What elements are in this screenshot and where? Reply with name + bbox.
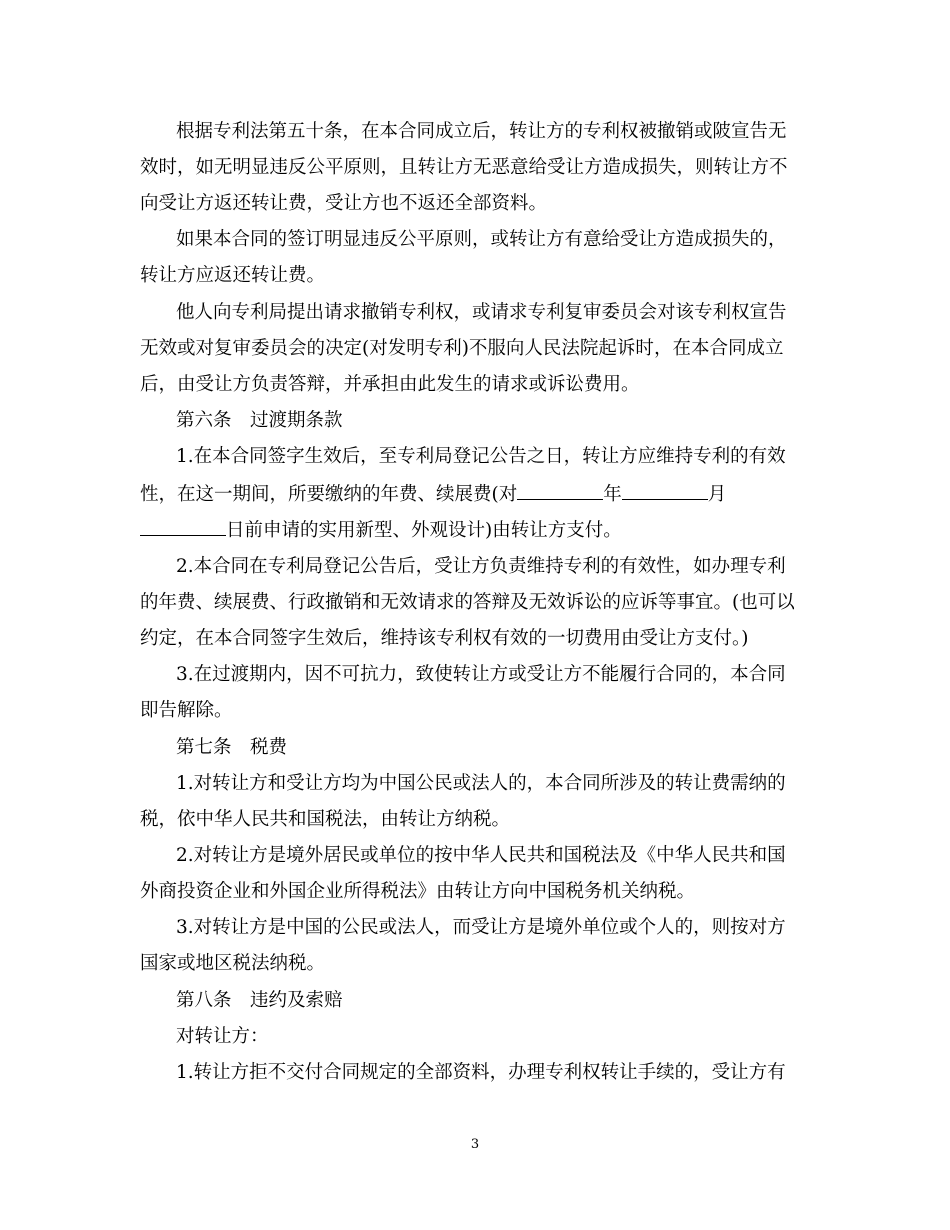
paragraph-line: 无效或对复审委员会的决定(对发明专利)不服向人民法院起诉时，在本合同成立	[140, 338, 784, 359]
paragraph-line: 约定，在本合同签字生效后，维持该专利权有效的一切费用由受让方支付。)	[140, 628, 749, 649]
paragraph-line: 转让方应返还转让费。	[140, 265, 326, 286]
fill-in-blank-year[interactable]	[517, 482, 603, 500]
paragraph-line: 国家或地区税法纳税。	[140, 953, 326, 974]
paragraph-line: 3.对转让方是中国的公民或法人，而受让方是境外单位或个人的，则按对方	[176, 917, 786, 938]
paragraph-line-with-blanks	[140, 518, 622, 542]
paragraph-line: 即告解除。	[140, 700, 233, 721]
paragraph-line-with-blanks	[140, 482, 726, 506]
paragraph-text: 日前申请的实用新型、外观设计)由转让方支付。	[226, 520, 622, 541]
year-label: 年	[603, 484, 622, 505]
fill-in-blank-day[interactable]	[140, 518, 226, 536]
paragraph-line: 如果本合同的签订明显违反公平原则，或转让方有意给受让方造成损失的，	[176, 229, 787, 250]
section-heading: 第六条 过渡期条款	[176, 410, 343, 431]
paragraph-text: 性，在这一期间，所要缴纳的年费、续展费(对	[140, 484, 518, 505]
paragraph-line: 外商投资企业和外国企业所得税法》由转让方向中国税务机关纳税。	[140, 881, 696, 902]
fill-in-blank-month[interactable]	[622, 482, 708, 500]
paragraph-line: 效时，如无明显违反公平原则，且转让方无恶意给受让方造成损失，则转让方不	[140, 157, 788, 178]
paragraph-line: 1.转让方拒不交付合同规定的全部资料，办理专利权转让手续的，受让方有	[176, 1062, 786, 1083]
paragraph-line: 2.对转让方是境外居民或单位的按中华人民共和国税法及《中华人民共和国	[176, 845, 786, 866]
paragraph-line: 对转让方：	[176, 1026, 269, 1047]
paragraph-line: 根据专利法第五十条，在本合同成立后，转让方的专利权被撤销或陂宣告无	[176, 121, 787, 142]
paragraph-line: 后，由受让方负责答辩，并承担由此发生的请求或诉讼费用。	[140, 374, 640, 395]
paragraph-line: 1.在本合同签字生效后，至专利局登记公告之日，转让方应维持专利的有效	[176, 446, 786, 467]
paragraph-line: 1.对转让方和受让方均为中国公民或法人的，本合同所涉及的转让费需纳的	[176, 773, 786, 794]
section-heading: 第七条 税费	[176, 737, 288, 758]
page-number: 3	[470, 1137, 480, 1152]
paragraph-line: 向受让方返还转让费，受让方也不返还全部资料。	[140, 193, 548, 214]
paragraph-line: 税，依中华人民共和国税法，由转让方纳税。	[140, 809, 511, 830]
paragraph-line: 的年费、续展费、行政撤销和无效请求的答辩及无效诉讼的应诉等事宜。(也可以	[140, 592, 795, 613]
paragraph-line: 2.本合同在专利局登记公告后，受让方负责维持专利的有效性，如办理专利	[176, 556, 786, 577]
paragraph-line: 3.在过渡期内，因不可抗力，致使转让方或受让方不能履行合同的，本合同	[176, 664, 786, 685]
paragraph-line: 他人向专利局提出请求撤销专利权，或请求专利复审委员会对该专利权宣告	[176, 302, 787, 323]
section-heading: 第八条 违约及索赔	[176, 990, 343, 1011]
month-label: 月	[707, 484, 727, 505]
